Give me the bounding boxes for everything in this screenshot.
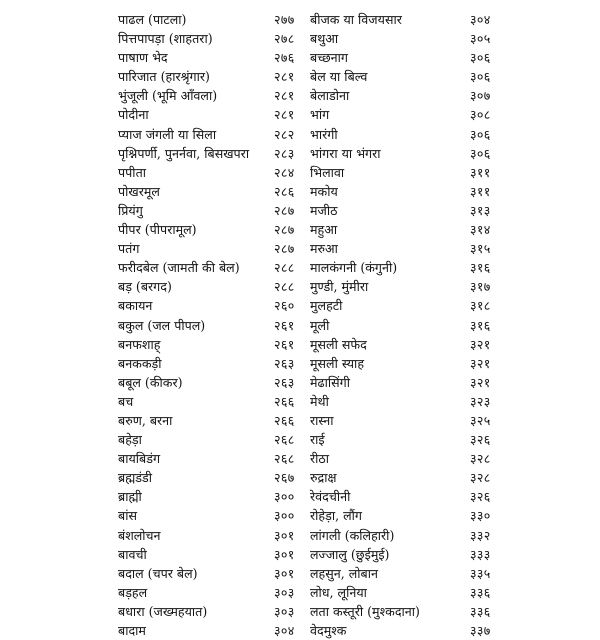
entry-term: बड़ (बरगद)	[118, 279, 172, 295]
index-entry	[304, 449, 500, 468]
entry-term: लता कस्तूरी (मुश्कदाना)	[310, 603, 420, 619]
index-entry	[304, 144, 500, 163]
entry-term: बीजक या विजयसार	[310, 12, 402, 27]
entry-term: महुआ	[310, 222, 338, 238]
entry-term: मुलहटी	[310, 298, 343, 314]
entry-page-number: ३२८	[470, 451, 491, 467]
entry-term: ब्रह्मडंडी	[118, 470, 153, 486]
index-entry	[304, 564, 500, 583]
entry-term: मकोय	[310, 183, 338, 199]
entry-page-number: २७६	[274, 50, 295, 66]
index-entry	[118, 182, 308, 201]
entry-page-number: २६०	[274, 298, 295, 314]
entry-term: बंशलोचन	[118, 527, 161, 543]
index-entry	[304, 48, 500, 67]
entry-page-number: ३२३	[470, 393, 491, 409]
entry-page-number: ३२६	[470, 489, 491, 505]
entry-term: भुंजूली (भूमि आँवला)	[118, 88, 218, 104]
index-entry	[118, 258, 308, 277]
entry-page-number: २८६	[274, 183, 295, 199]
entry-term: रुद्राक्ष	[310, 470, 337, 486]
index-entry	[304, 602, 500, 621]
index-entry	[118, 10, 308, 29]
index-entry	[118, 506, 308, 525]
index-entry	[304, 316, 500, 335]
index-column-right	[304, 10, 500, 640]
entry-page-number: २८३	[274, 145, 295, 161]
index-entry	[118, 86, 308, 105]
entry-page-number: २६३	[274, 374, 295, 390]
entry-term: ब्राह्मी	[118, 489, 142, 505]
entry-page-number: २६८	[274, 432, 295, 448]
index-entry	[118, 602, 308, 621]
entry-page-number: ३०३	[274, 603, 295, 619]
entry-term: बकायन	[118, 298, 153, 314]
index-entry	[118, 526, 308, 545]
index-entry	[118, 29, 308, 48]
index-entry	[304, 373, 500, 392]
entry-term: मूली	[310, 317, 330, 333]
index-entry	[118, 105, 308, 124]
entry-page-number: २६६	[274, 412, 295, 428]
entry-page-number: ३०५	[470, 31, 491, 47]
entry-term: भिलावा	[310, 164, 345, 180]
entry-term: पीपर (पीपरामूल)	[118, 222, 197, 238]
index-entry	[304, 430, 500, 449]
entry-page-number: ३१५	[470, 241, 491, 257]
entry-page-number: ३३०	[470, 508, 491, 524]
entry-page-number: २८८	[274, 279, 295, 295]
entry-term: बच	[118, 393, 134, 409]
index-entry	[304, 526, 500, 545]
entry-term: पाढल (पाटला)	[118, 12, 187, 27]
entry-page-number: ३३६	[470, 603, 491, 619]
entry-page-number: ३१६	[470, 260, 491, 276]
entry-page-number: ३१६	[470, 317, 491, 333]
entry-term: बांस	[118, 508, 137, 524]
entry-term: प्रियंगु	[118, 202, 143, 218]
index-entry	[304, 258, 500, 277]
entry-term: बायबिडंग	[118, 451, 161, 467]
entry-page-number: ३२६	[470, 432, 491, 448]
index-entry	[304, 182, 500, 201]
index-column-left	[118, 10, 308, 640]
index-entry	[118, 392, 308, 411]
entry-page-number: ३११	[470, 183, 491, 199]
index-entry	[304, 105, 500, 124]
index-entry	[304, 220, 500, 239]
entry-term: पपीता	[118, 164, 147, 180]
entry-term: लज्जालु (छुईमुई)	[310, 546, 390, 562]
entry-page-number: ३०६	[470, 145, 491, 161]
entry-page-number: ३०३	[274, 584, 295, 600]
entry-page-number: २८१	[274, 69, 295, 85]
entry-page-number: ३३७	[470, 623, 491, 638]
entry-page-number: ३०४	[274, 623, 295, 638]
entry-page-number: ३०६	[470, 126, 491, 142]
entry-term: पोदीना	[118, 107, 149, 123]
entry-term: पित्तपापड़ा (शाहतरा)	[118, 31, 213, 47]
index-entry	[118, 48, 308, 67]
entry-page-number: ३०१	[274, 546, 295, 562]
entry-page-number: २८१	[274, 107, 295, 123]
index-entry	[304, 487, 500, 506]
entry-page-number: ३१८	[470, 298, 491, 314]
index-entry	[118, 373, 308, 392]
entry-page-number: ३२१	[470, 355, 491, 371]
index-entry	[118, 239, 308, 258]
entry-term: मजीठ	[310, 202, 338, 218]
entry-page-number: २८२	[274, 126, 295, 142]
entry-term: मेढासिंगी	[310, 374, 351, 390]
index-entry	[304, 86, 500, 105]
index-entry	[118, 411, 308, 430]
index-entry	[304, 411, 500, 430]
entry-term: रेवंदचीनी	[310, 489, 351, 505]
entry-page-number: ३०६	[470, 50, 491, 66]
index-entry	[118, 468, 308, 487]
entry-term: बथुआ	[310, 31, 339, 47]
entry-term: बहेड़ा	[118, 432, 142, 448]
index-entry	[118, 564, 308, 583]
index-entry	[118, 201, 308, 220]
entry-term: बदाल (चपर बेल)	[118, 565, 198, 581]
index-entry	[118, 449, 308, 468]
entry-page-number: ३०७	[470, 88, 491, 104]
entry-page-number: २६३	[274, 355, 295, 371]
entry-term: रीठा	[310, 451, 329, 467]
entry-page-number: २८८	[274, 260, 295, 276]
index-entry	[304, 354, 500, 373]
entry-term: पारिजात (हारश्रृंगार)	[118, 69, 210, 85]
index-entry	[118, 316, 308, 335]
entry-page-number: २६८	[274, 451, 295, 467]
index-entry	[118, 220, 308, 239]
entry-page-number: ३३६	[470, 584, 491, 600]
entry-term: वेदमुश्क	[310, 623, 347, 638]
entry-term: बादाम	[118, 623, 146, 638]
entry-page-number: ३३२	[470, 527, 491, 543]
entry-page-number: ३०६	[470, 69, 491, 85]
entry-page-number: २८४	[274, 164, 295, 180]
entry-term: मुण्डी, मुंमीरा	[310, 279, 369, 295]
index-entry	[118, 144, 308, 163]
entry-page-number: ३३५	[470, 565, 491, 581]
entry-term: रास्ना	[310, 412, 334, 428]
entry-page-number: ३०१	[274, 527, 295, 543]
index-entry	[304, 468, 500, 487]
index-entry	[304, 392, 500, 411]
index-entry	[304, 10, 500, 29]
entry-page-number: ३१४	[470, 222, 491, 238]
entry-term: बकुल (जल पीपल)	[118, 317, 206, 333]
entry-term: भांगरा या भंगरा	[310, 145, 381, 161]
index-entry	[118, 583, 308, 602]
index-entry	[304, 67, 500, 86]
entry-page-number: २७७	[274, 12, 295, 27]
index-entry	[304, 296, 500, 315]
entry-term: बच्छनाग	[310, 50, 348, 66]
entry-page-number: ३०१	[274, 565, 295, 581]
entry-term: बड़हल	[118, 584, 148, 600]
index-entry	[118, 545, 308, 564]
entry-term: बेलाडोना	[310, 88, 350, 104]
entry-term: बेल या बिल्व	[310, 69, 368, 85]
entry-page-number: २६६	[274, 393, 295, 409]
entry-term: लहसुन, लोबान	[310, 565, 378, 581]
index-entry	[304, 29, 500, 48]
entry-page-number: ३०८	[470, 107, 491, 123]
index-entry	[118, 296, 308, 315]
entry-page-number: २८७	[274, 202, 295, 218]
index-entry	[304, 621, 500, 640]
entry-term: पतंग	[118, 241, 140, 257]
entry-term: बनककड़ी	[118, 355, 162, 371]
entry-page-number: २८१	[274, 88, 295, 104]
index-entry	[118, 67, 308, 86]
entry-term: मूसली स्याह	[310, 355, 365, 371]
entry-term: रोहेड़ा, लौंग	[310, 508, 362, 524]
entry-page-number: २६७	[274, 470, 295, 486]
index-entry	[304, 201, 500, 220]
entry-page-number: ३००	[274, 508, 295, 524]
entry-page-number: ३११	[470, 164, 491, 180]
entry-page-number: २६१	[274, 317, 295, 333]
entry-page-number: ३००	[274, 489, 295, 505]
entry-term: भारंगी	[310, 126, 338, 142]
entry-term: लांगली (कलिहारी)	[310, 527, 395, 543]
index-entry	[118, 277, 308, 296]
entry-term: बबूल (कीकर)	[118, 374, 183, 390]
index-entry	[304, 125, 500, 144]
index-entry	[304, 277, 500, 296]
entry-term: मरुआ	[310, 241, 338, 257]
index-entry	[118, 487, 308, 506]
entry-term: मेथी	[310, 393, 329, 409]
entry-term: लोध, लूनिया	[310, 584, 367, 600]
index-entry	[304, 545, 500, 564]
index-entry	[304, 583, 500, 602]
entry-term: फरीदबेल (जामती की बेल)	[118, 260, 240, 276]
entry-term: पाषाण भेद	[118, 50, 168, 66]
entry-page-number: २८७	[274, 241, 295, 257]
entry-term: मालकंगनी (कंगुनी)	[310, 260, 398, 276]
index-entry	[118, 125, 308, 144]
entry-term: राई	[310, 432, 325, 448]
index-entry	[118, 621, 308, 640]
entry-page-number: ३२१	[470, 374, 491, 390]
entry-page-number: २७८	[274, 31, 295, 47]
entry-term: प्याज जंगली या सिला	[118, 126, 217, 142]
entry-page-number: ३३३	[470, 546, 491, 562]
entry-term: भांग	[310, 107, 330, 123]
index-entry	[118, 430, 308, 449]
index-entry	[304, 335, 500, 354]
entry-term: बनफशाह्	[118, 336, 161, 352]
index-entry	[304, 163, 500, 182]
entry-page-number: ३१३	[470, 202, 491, 218]
entry-page-number: ३२५	[470, 412, 491, 428]
entry-term: बावची	[118, 546, 147, 562]
entry-page-number: ३१७	[470, 279, 491, 295]
entry-term: मूसली सफेद	[310, 336, 367, 352]
index-entry	[304, 239, 500, 258]
entry-page-number: ३२१	[470, 336, 491, 352]
entry-term: बधारा (जख्महयात)	[118, 603, 208, 619]
entry-page-number: २८७	[274, 222, 295, 238]
entry-page-number: ३२८	[470, 470, 491, 486]
index-entry	[118, 335, 308, 354]
entry-page-number: २६१	[274, 336, 295, 352]
index-entry	[118, 354, 308, 373]
entry-page-number: ३०४	[470, 12, 491, 27]
entry-term: बरुण, बरना	[118, 412, 173, 428]
index-entry	[118, 163, 308, 182]
index-entry	[304, 506, 500, 525]
entry-term: पोखरमूल	[118, 183, 160, 199]
entry-term: पृश्निपर्णी, पुनर्नवा, बिसखपरा	[118, 145, 250, 161]
